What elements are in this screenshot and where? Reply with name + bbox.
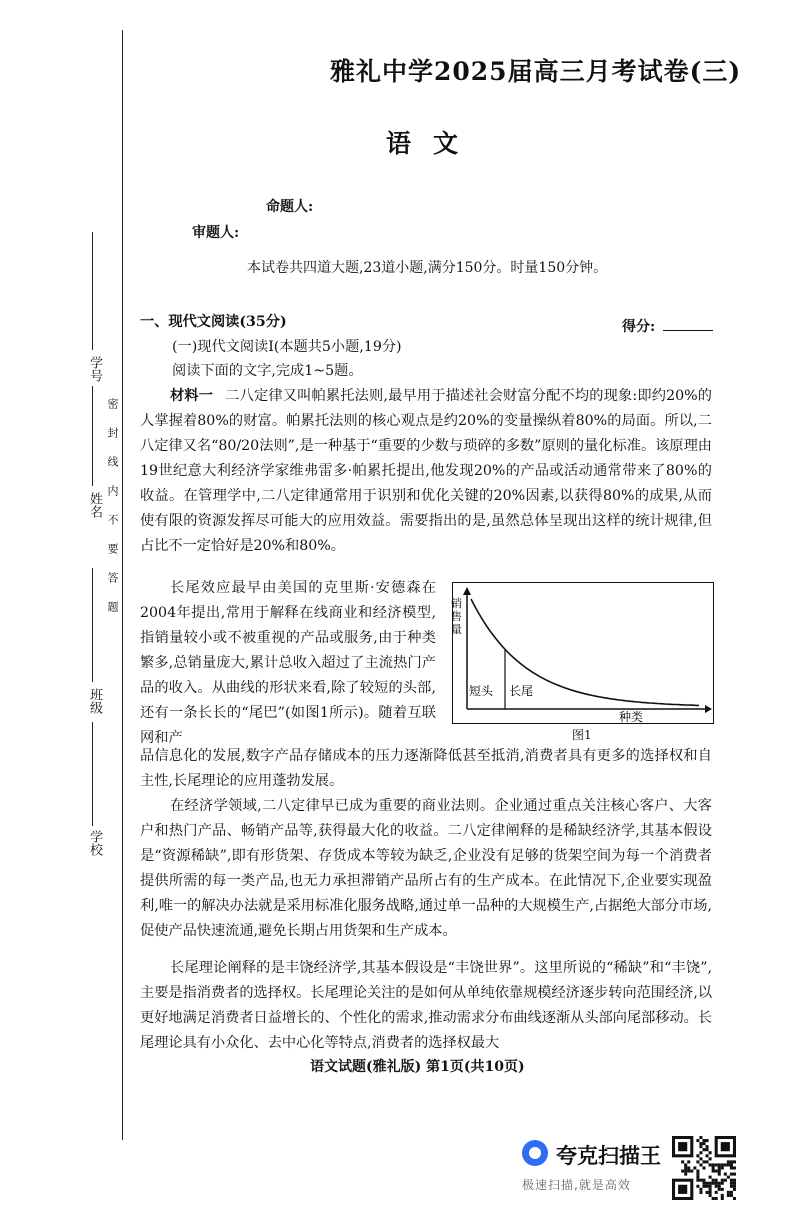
- reviewer-label: 审题人:: [192, 225, 240, 241]
- subject-title: 语文: [386, 129, 481, 158]
- paragraph-1-text: 二八定律又叫帕累托法则,最早用于描述社会财富分配不均的现象:即约20%的人掌握着80%的财富。帕累托法则的核心观点是约20%的变量操纵着80%的局面。所以,二八定律又名“80/20法则”,是一种基于“重要的少数与琐碎的多数”原则的量化标准。该原理由19世纪意大利经济学家维弗雷多·帕累托提出,他发现20%的产品或活动通常带来了80%的收益。在管理学中,二八定律通常用于识别和优化关键的20%因素,以获得80%的成果,从而使有限的资源发挥尽可能大的应用效益。需要指出的是,虽然总体呈现出这样的统计规律,但占比不一定恰好是20%和80%。: [140, 388, 712, 554]
- section-title: 一、现代文阅读(35分): [140, 314, 287, 330]
- class-label: 班级: [87, 688, 102, 714]
- head-label: 短头: [469, 684, 494, 698]
- brand-slogan: 极速扫描,就是高效: [522, 1178, 631, 1192]
- x-axis-label: 种类: [619, 710, 644, 723]
- paragraph-1: [140, 384, 712, 559]
- author-label: 命题人:: [266, 199, 314, 215]
- instruction: 阅读下面的文字,完成1~5题。: [172, 363, 363, 379]
- student-number-line: [92, 232, 93, 350]
- score-field[interactable]: [663, 330, 713, 331]
- figure-caption: 图1: [572, 728, 592, 742]
- subsection-title: (一)现代文阅读Ⅰ(本题共5小题,19分): [172, 339, 402, 355]
- x-axis-arrow: [705, 705, 712, 713]
- score-label: 得分:: [622, 319, 656, 335]
- name-line: [92, 386, 93, 486]
- quark-logo-icon: [522, 1140, 548, 1166]
- paragraph-2b: 品信息化的发展,数字产品存储成本的压力逐渐降低甚至抵消,消费者具有更多的选择权和自主性,长尾理论的应用蓬勃发展。: [140, 748, 712, 789]
- qr-code-icon: [672, 1136, 736, 1200]
- exam-intro: 本试卷共四道大题,23道小题,满分150分。时量150分钟。: [247, 260, 608, 276]
- seal-notice: 密封线内不要答题: [106, 398, 119, 630]
- y-axis-label: 销售量: [451, 597, 462, 636]
- material-label: 材料一: [170, 388, 214, 404]
- brand-name: 夸克扫描王: [556, 1144, 661, 1168]
- paragraph-4: 长尾理论阐释的是丰饶经济学,其基本假设是“丰饶世界”。这里所说的“稀缺”和“丰饶”,主要是指消费者的选择权。长尾理论关注的是如何从单纯依靠规模经济逐步转向范围经济,以更好地满足消费者日益增长的、个性化的需求,推动需求分布曲线逐渐从头部向尾部移动。长尾理论具有小众化、去中心化等特点,消费者的选择权最大: [140, 960, 713, 1051]
- long-tail-svg: [453, 583, 713, 723]
- long-tail-chart: [452, 582, 714, 724]
- binding-line: [122, 30, 123, 1140]
- student-number-label: 学号: [87, 356, 102, 382]
- school-label: 学校: [87, 830, 102, 856]
- school-line: [92, 722, 93, 826]
- paragraph-2a: 长尾效应最早由美国的克里斯·安德森在2004年提出,常用于解释在线商业和经济模型,指销量较小或不被重视的产品或服务,由于种类繁多,总销量庞大,累计总收入超过了主流热门产品的收入。从曲线的形状来看,除了较短的头部,还有一条长长的“尾巴”(如图1所示)。随着互联网和产: [140, 580, 436, 746]
- name-label: 姓名: [87, 492, 102, 518]
- paragraph-3: 在经济学领域,二八定律早已成为重要的商业法则。企业通过重点关注核心客户、大客户和热门产品、畅销产品等,获得最大化的收益。二八定律阐释的是稀缺经济学,其基本假设是“资源稀缺”,即有形货架、存货成本等较为缺乏,企业没有足够的货架空间为每一个消费者提供所需的每一类产品,也无力承担滞销产品所占有的生产成本。在此情况下,企业要实现盈利,唯一的解决办法就是采用标准化服务战略,通过单一品种的大规模生产,占据绝大部分市场,促使产品快速流通,避免长期占用货架和生产成本。: [140, 798, 712, 939]
- y-axis-arrow: [463, 587, 471, 595]
- page-footer: 语文试题(雅礼版) 第1页(共10页): [310, 1059, 525, 1075]
- exam-title: 雅礼中学2025届高三月考试卷(三): [330, 57, 742, 86]
- class-line: [92, 568, 93, 682]
- tail-label: 长尾: [509, 684, 534, 698]
